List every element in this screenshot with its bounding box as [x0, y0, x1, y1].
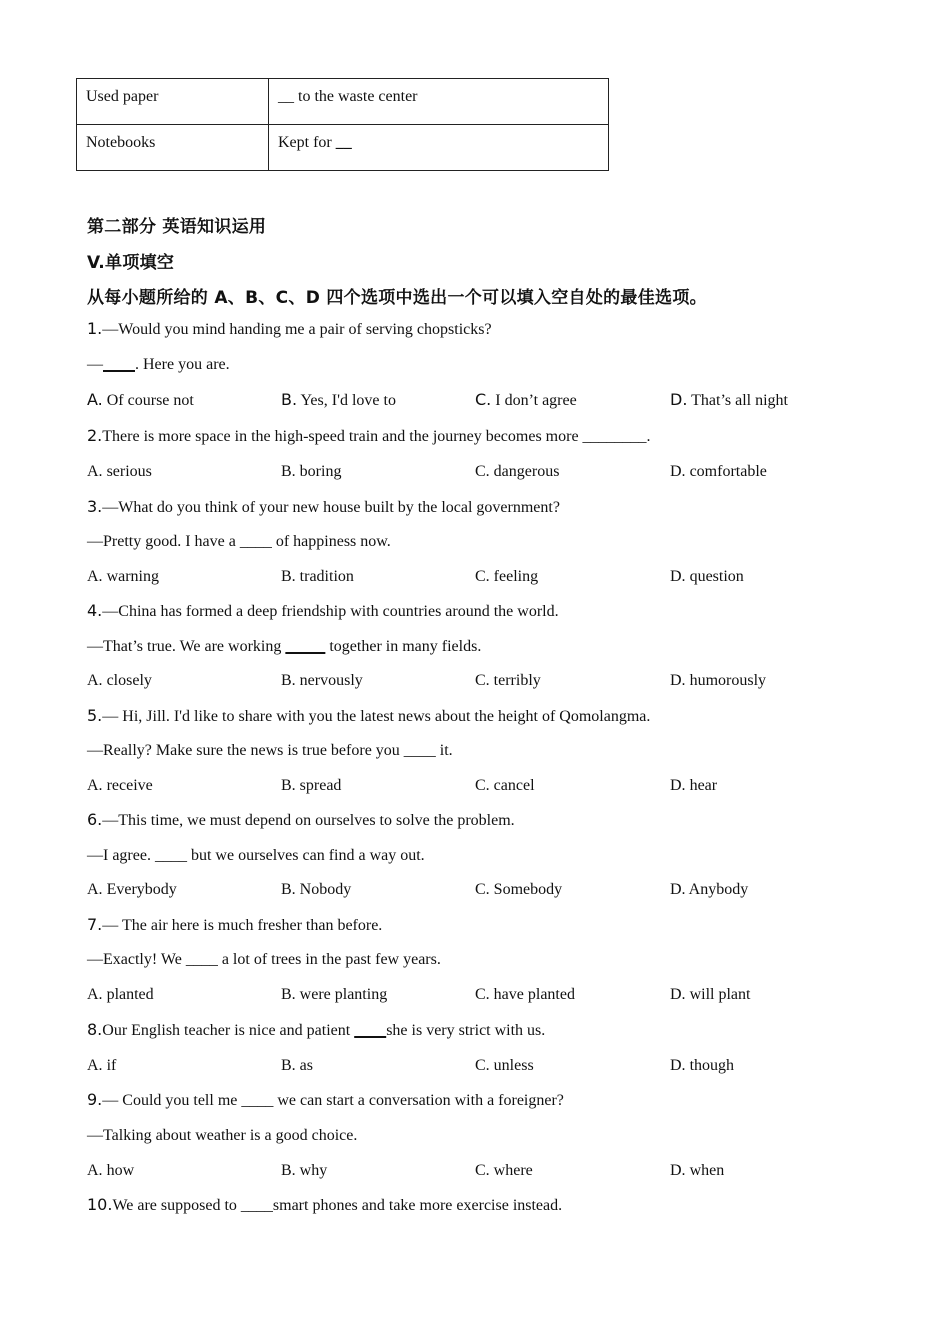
option-text: have planted: [489, 986, 575, 1003]
option-letter: B.: [281, 672, 296, 689]
option-c[interactable]: [475, 463, 559, 481]
reply-text: —That’s true. We are working: [87, 638, 286, 655]
option-b[interactable]: [281, 777, 341, 795]
option-letter: D.: [670, 390, 688, 409]
section-instruction: 从每小题所给的 A、B、C、D 四个选项中选出一个可以填入空自处的最佳选项。: [87, 288, 707, 308]
question-4-reply: [87, 638, 481, 656]
question-6: [87, 810, 515, 830]
option-letter: C.: [475, 390, 492, 409]
option-a[interactable]: [87, 463, 152, 481]
option-letter: A.: [87, 463, 103, 480]
question-number: 3.: [87, 497, 103, 516]
cell-text: Kept for: [278, 134, 336, 151]
reply-text: . Here you are.: [135, 356, 230, 373]
cell-text: to the waste center: [294, 88, 418, 105]
question-5-reply: —Really? Make sure the news is true before you ____ it.: [87, 742, 453, 759]
option-d[interactable]: [670, 777, 717, 795]
option-text: were planting: [295, 986, 388, 1003]
option-text: dangerous: [489, 463, 560, 480]
table-cell-item: Used paper: [77, 79, 269, 125]
option-c[interactable]: [475, 777, 535, 795]
question-text: —Would you mind handing me a pair of serving chopsticks?: [102, 321, 492, 338]
option-text: nervously: [295, 672, 363, 689]
question-number: 5.: [87, 706, 103, 725]
option-text: Nobody: [295, 881, 352, 898]
option-a[interactable]: [87, 568, 159, 586]
option-text: planted: [102, 986, 154, 1003]
option-c[interactable]: [475, 568, 538, 586]
question-8: [87, 1020, 545, 1040]
option-text: unless: [489, 1057, 534, 1074]
question-text: — Hi, Jill. I'd like to share with you the latest news about the height of Qomolangma.: [102, 708, 651, 725]
table-row: [77, 125, 609, 171]
option-text: receive: [102, 777, 153, 794]
option-text: tradition: [295, 568, 354, 585]
option-text: why: [295, 1162, 328, 1179]
option-text: though: [685, 1057, 735, 1074]
option-text: comfortable: [685, 463, 767, 480]
option-a[interactable]: [87, 986, 154, 1004]
option-letter: B.: [281, 463, 296, 480]
option-b[interactable]: [281, 568, 354, 586]
option-letter: C.: [475, 881, 490, 898]
question-2: [87, 426, 651, 446]
option-a[interactable]: [87, 777, 153, 795]
question-3: [87, 497, 560, 517]
option-letter: D.: [670, 777, 686, 794]
option-text: Yes, I'd love to: [297, 392, 396, 409]
option-b[interactable]: [281, 1162, 327, 1180]
question-text: she is very strict with us.: [386, 1022, 546, 1039]
question-number: 6.: [87, 810, 103, 829]
option-text: boring: [295, 463, 342, 480]
reply-dash: —: [87, 356, 103, 373]
option-text: terribly: [489, 672, 541, 689]
option-d[interactable]: [670, 1162, 724, 1180]
option-letter: D.: [670, 1057, 686, 1074]
option-b[interactable]: [281, 672, 363, 690]
option-a[interactable]: [87, 881, 177, 899]
option-text: serious: [102, 463, 152, 480]
option-text: how: [102, 1162, 135, 1179]
option-letter: B.: [281, 881, 296, 898]
option-a[interactable]: [87, 672, 152, 690]
option-letter: C.: [475, 986, 490, 1003]
question-6-reply: —I agree. ____ but we ourselves can find a way out.: [87, 847, 425, 864]
option-d[interactable]: [670, 881, 748, 899]
option-letter: A.: [87, 672, 103, 689]
table-cell-value: [269, 125, 609, 171]
option-b[interactable]: [281, 390, 396, 410]
option-letter: A.: [87, 390, 103, 409]
option-text: spread: [295, 777, 342, 794]
option-text: feeling: [489, 568, 539, 585]
option-text: warning: [102, 568, 159, 585]
option-d[interactable]: [670, 390, 788, 410]
option-d[interactable]: [670, 986, 750, 1004]
table-cell-value: [269, 79, 609, 125]
question-text: There is more space in the high-speed train and the journey becomes more ________.: [102, 428, 651, 445]
question-text: — Could you tell me ____ we can start a conversation with a foreigner?: [102, 1092, 564, 1109]
option-text: Somebody: [489, 881, 563, 898]
question-10: [87, 1195, 562, 1215]
option-letter: D.: [670, 463, 686, 480]
blank: [285, 638, 325, 655]
option-letter: B.: [281, 568, 296, 585]
option-letter: A.: [87, 881, 103, 898]
option-a[interactable]: [87, 1162, 134, 1180]
option-letter: C.: [475, 672, 490, 689]
option-text: question: [685, 568, 744, 585]
option-letter: D.: [670, 568, 686, 585]
option-letter: A.: [87, 986, 103, 1003]
option-d[interactable]: [670, 672, 766, 690]
question-number: 4.: [87, 601, 103, 620]
option-letter: B.: [281, 1162, 296, 1179]
question-text: —What do you think of your new house built by the local government?: [102, 499, 560, 516]
option-letter: D.: [670, 986, 686, 1003]
question-number: 9.: [87, 1090, 103, 1109]
option-text: where: [489, 1162, 533, 1179]
option-text: when: [685, 1162, 725, 1179]
option-b[interactable]: [281, 1057, 313, 1075]
option-text: hear: [685, 777, 718, 794]
option-d[interactable]: [670, 1057, 734, 1075]
option-a[interactable]: [87, 1057, 116, 1075]
option-text: if: [102, 1057, 117, 1074]
question-text: —This time, we must depend on ourselves to solve the problem.: [102, 812, 515, 829]
question-number: 8.: [87, 1020, 103, 1039]
option-text: humorously: [685, 672, 767, 689]
question-number: 2.: [87, 426, 103, 445]
option-letter: C.: [475, 777, 490, 794]
question-9: [87, 1090, 564, 1110]
option-letter: C.: [475, 1057, 490, 1074]
question-9-reply: —Talking about weather is a good choice.: [87, 1127, 358, 1144]
option-text: will plant: [685, 986, 751, 1003]
option-letter: A.: [87, 1162, 103, 1179]
option-letter: C.: [475, 568, 490, 585]
question-1-reply: [87, 356, 230, 374]
option-letter: D.: [670, 1162, 686, 1179]
question-text: Our English teacher is nice and patient: [102, 1022, 355, 1039]
option-letter: B.: [281, 777, 296, 794]
table-cell-item: Notebooks: [77, 125, 269, 171]
option-d[interactable]: [670, 463, 767, 481]
option-letter: B.: [281, 986, 296, 1003]
option-text: That’s all night: [687, 392, 788, 409]
option-letter: B.: [281, 1057, 296, 1074]
option-d[interactable]: [670, 568, 744, 586]
question-number: 7.: [87, 915, 103, 934]
question-5: [87, 706, 650, 726]
table-row: [77, 79, 609, 125]
blank: [354, 1022, 386, 1039]
option-c[interactable]: [475, 986, 575, 1004]
blank: __: [335, 134, 352, 151]
option-c[interactable]: [475, 390, 577, 410]
option-text: I don’t agree: [491, 392, 577, 409]
option-b[interactable]: [281, 463, 341, 481]
option-letter: C.: [475, 1162, 490, 1179]
reply-text: together in many fields.: [325, 638, 482, 655]
question-text: We are supposed to ____smart phones and take more exercise instead.: [112, 1197, 563, 1214]
option-letter: A.: [87, 777, 103, 794]
option-text: as: [295, 1057, 313, 1074]
option-a[interactable]: [87, 390, 194, 410]
option-text: Everybody: [102, 881, 177, 898]
option-text: closely: [102, 672, 152, 689]
option-c[interactable]: [475, 1057, 534, 1075]
option-text: Anybody: [685, 881, 749, 898]
question-7-reply: —Exactly! We ____ a lot of trees in the past few years.: [87, 951, 441, 968]
section-subtitle: V.单项填空: [87, 253, 175, 273]
option-letter: A.: [87, 568, 103, 585]
question-number: 10.: [87, 1195, 113, 1214]
option-letter: D.: [670, 672, 686, 689]
option-letter: B.: [281, 390, 298, 409]
option-letter: D.: [670, 881, 686, 898]
section-title: 第二部分 英语知识运用: [87, 217, 267, 237]
option-c[interactable]: [475, 1162, 533, 1180]
question-number: 1.: [87, 319, 103, 338]
option-text: cancel: [489, 777, 535, 794]
option-text: Of course not: [102, 392, 194, 409]
question-text: —China has formed a deep friendship with countries around the world.: [102, 603, 559, 620]
option-c[interactable]: [475, 881, 562, 899]
question-1: [87, 319, 492, 339]
option-letter: A.: [87, 1057, 103, 1074]
question-7: [87, 915, 382, 935]
blank: [103, 356, 135, 373]
question-text: — The air here is much fresher than before.: [102, 917, 383, 934]
option-b[interactable]: [281, 881, 351, 899]
question-3-reply: —Pretty good. I have a ____ of happiness now.: [87, 533, 391, 550]
info-table: [76, 78, 609, 171]
option-letter: C.: [475, 463, 490, 480]
blank: __: [278, 88, 294, 105]
question-4: [87, 601, 559, 621]
option-b[interactable]: [281, 986, 387, 1004]
option-c[interactable]: [475, 672, 541, 690]
